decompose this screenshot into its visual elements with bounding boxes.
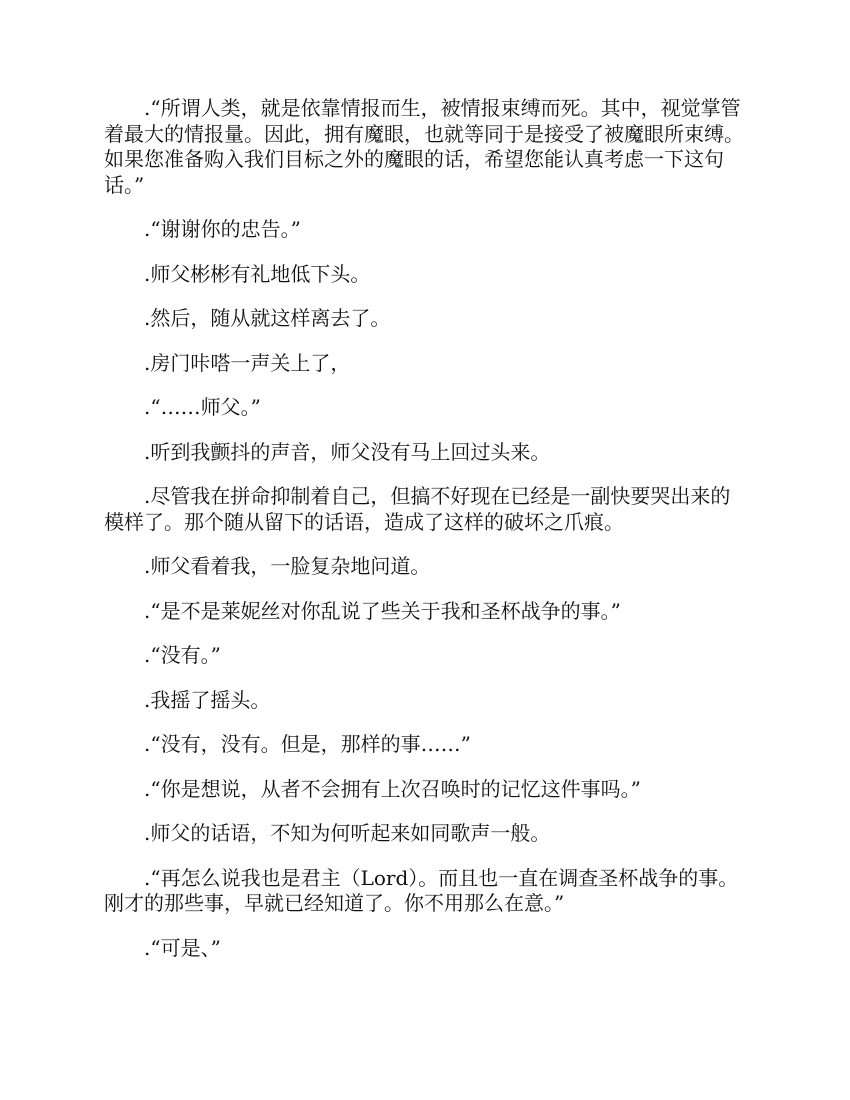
paragraph: .听到我颤抖的声音，师父没有马上回过头来。	[144, 439, 551, 464]
paragraph: .尽管我在拼命抑制着自己，但搞不好现在已经是一副快要哭出来的模样了。那个随从留下的话语，造成了这样的破坏之爪痕。	[104, 484, 731, 534]
document-page	[104, 96, 746, 980]
paragraph: .房门咔嗒一声关上了，	[144, 350, 351, 375]
paragraph: .“没有，没有。但是，那样的事……”	[144, 732, 471, 756]
paragraph: .“可是、”	[144, 935, 221, 960]
paragraph: .师父看着我，一脸复杂地问道。	[144, 554, 431, 578]
paragraph: .“谢谢你的忠告。”	[144, 217, 301, 241]
paragraph: .“所谓人类，就是依靠情报而生，被情报束缚而死。其中，视觉掌管着最大的情报量。因此，拥有魔眼，也就等同于是接受了被魔眼所束缚。如果您准备购入我们目标之外的魔眼的话，希望您能认真考虑一下这句话。”	[104, 96, 744, 197]
paragraph: .然后，随从就这样离去了。	[144, 306, 391, 330]
paragraph: .师父彬彬有礼地低下头。	[144, 261, 371, 286]
paragraph: .“没有。”	[144, 643, 221, 667]
paragraph: .我摇了摇头。	[144, 687, 271, 712]
paragraph: .师父的话语，不知为何听起来如同歌声一般。	[144, 821, 551, 845]
paragraph: .“……师父。”	[144, 395, 261, 419]
paragraph: .“你是想说，从者不会拥有上次召唤时的记忆这件事吗。”	[144, 776, 641, 801]
paragraph: .“是不是莱妮丝对你乱说了些关于我和圣杯战争的事。”	[144, 598, 621, 623]
paragraph: .“再怎么说我也是君主（Lord）。而且也一直在调查圣杯战争的事。刚才的那些事，早就已经知道了。你不用那么在意。”	[104, 865, 739, 915]
